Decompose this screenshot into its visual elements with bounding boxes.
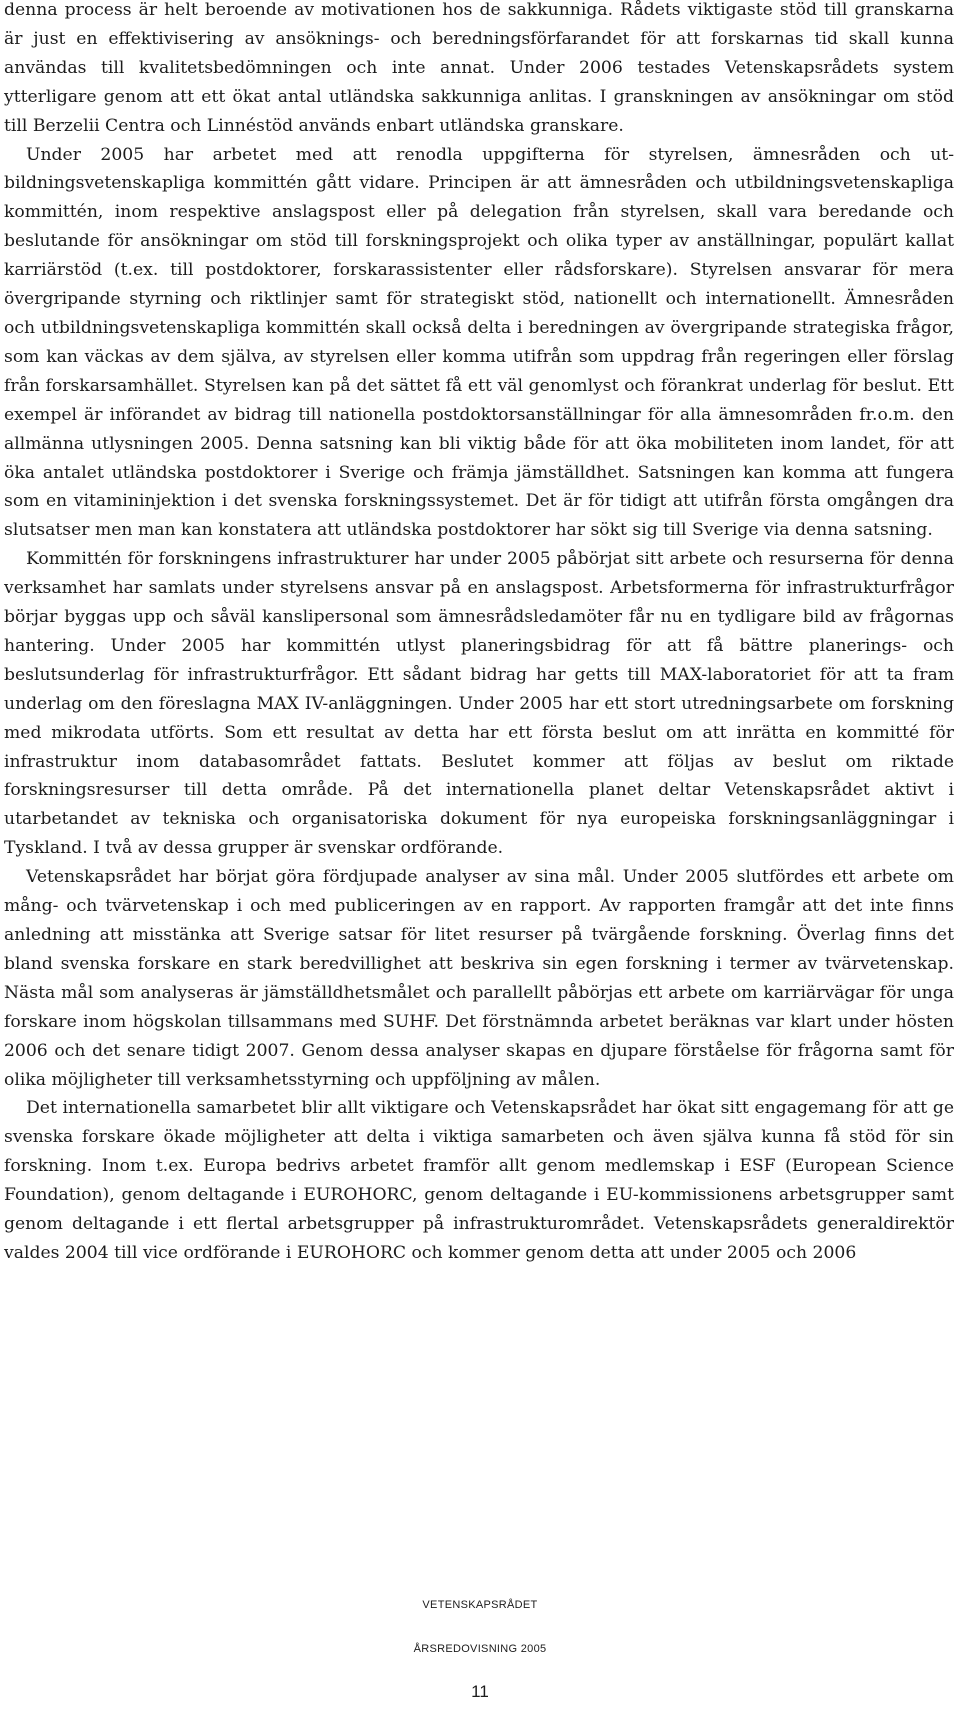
page-number: 11 — [471, 1682, 489, 1701]
paragraph: Vetenskapsrådet har börjat göra fördjupade analyser av sina mål. Under 2005 slutfördes ett arbete om mång- och tvärvetenskap i och med publiceringen av en rapport. Av rapporten framgår att det inte finns anledning att misstänka att Sverige satsar för litet resurser på tvärgående forskning. Överlag finns det bland svenska forskare en stark beredvillighet att beskriva sin egen forskning i termer av tvärvetenskap. Nästa mål som analyseras är jämställdhetsmålet och parallellt påbörjas ett arbete om karriärvägar för unga forskare inom högskolan tillsammans med SUHF. Det förstnämnda arbetet beräknas var klart under hösten 2006 och det senare tidigt 2007. Genom dessa analyser skapas en djupare förståelse för frågorna samt för olika möjligheter till verksamhetsstyrning och uppföljning av målen. — [4, 867, 954, 1090]
body-text — [4, 0, 954, 1268]
paragraph: denna process är helt beroende av motivationen hos de sakkunniga. Rådets viktigaste stöd till granskarna är just en effektivisering av ansöknings- och beredningsförfarandet för att forskarnas tid skall kunna användas till kvalitetsbedömningen och inte annat. Under 2006 testades Vetenskapsrådets system ytterligare genom att ett ökat antal utländska sakkunniga anlitas. I granskningen av ansökningar om stöd till Berzelii Centra och Linnéstöd används enbart utländska granskare. — [4, 0, 954, 136]
footer-report-title: ÅRSREDOVISNING 2005 — [413, 1643, 547, 1655]
footer-organization: VETENSKAPSRÅDET — [422, 1599, 538, 1611]
paragraph: Kommittén för forskningens infrastrukturer har under 2005 påbörjat sitt arbete och resurserna för denna verksamhet har samlats under styrelsens ansvar på en anslagspost. Arbetsformerna för infrastrukturfrågor börjar byggas upp och såväl kanslipersonal som ämnesrådsledamöter får nu en tydligare bild av frågornas hantering. Under 2005 har kommittén utlyst planeringsbidrag för att få bättre planerings- och beslutsunderlag för infrastrukturfrågor. Ett sådant bidrag har getts till MAX-laboratoriet för att ta fram underlag om den föreslagna MAX IV-anläggningen. Under 2005 har ett stort utredningsarbete om forskning med mikrodata utförts. Som ett resultat av detta har ett första beslut om att inrätta en kommitté för infrastruktur inom databasområdet fattats. Beslutet kommer att följas av beslut om riktade forskningsresurser till detta område. På det internationella planet deltar Vetenskapsrådet aktivt i utarbetandet av tekniska och organisatoriska dokument för nya europeiska forskningsanläggningar i Tyskland. I två av dessa grupper är svenskar ordförande. — [4, 549, 954, 859]
page-footer — [0, 1598, 960, 1702]
paragraph: Det internationella samarbetet blir allt viktigare och Vetenskapsrådet har ökat sitt engagemang för att ge svenska forskare ökade möjligheter att delta i viktiga samarbeten och även själva kunna få stöd för sin forskning. Inom t.ex. Europa bedrivs arbetet framför allt genom medlemskap i ESF (European Science Foundation), genom deltagande i EUROHORC, genom deltagande i EU-kommissionens arbetsgrupper samt genom deltagande i ett flertal arbetsgrupper på infrastrukturområdet. Vetenskapsrådets generaldirektör valdes 2004 till vice ordförande i EUROHORC och kommer genom detta att under 2005 och 2006 — [4, 1098, 954, 1263]
paragraph: Under 2005 har arbetet med att renodla uppgifterna för styrelsen, ämnesråden och utbildningsvetenskapliga kommittén gått vidare. Principen är att ämnesråden och utbildningsvetenskapliga kommittén, inom respektive anslagspost eller på delegation från styrelsen, skall vara beredande och beslutande för ansökningar om stöd till forskningsprojekt och olika typer av anställningar, populärt kallat karriärstöd (t.ex. till postdoktorer, forskarassistenter eller rådsforskare). Styrelsen ansvarar för mera övergripande styrning och riktlinjer samt för strategiskt stöd, nationellt och internationellt. Ämnesråden och utbildningsvetenskapliga kommittén skall också delta i beredningen av övergripande strategiska frågor, som kan väckas av dem själva, av styrelsen eller komma utifrån som uppdrag från regeringen eller förslag från forskarsamhället. Styrelsen kan på det sättet få ett väl genomlyst och förankrat underlag för beslut. Ett exempel är införandet av bidrag till nationella postdoktorsanställningar för alla ämnesområden fr.o.m. den allmänna utlysningen 2005. Denna satsning kan bli viktig både för att öka mobiliteten inom landet, för att öka antalet utländska postdoktorer i Sverige och främja jämställdhet. Satsningen kan komma att fungera som en vitamininjektion i det svenska forskningssystemet. Det är för tidigt att utifrån första omgången dra slutsatser men man kan konstatera att utländska postdoktorer har sökt sig till Sverige via denna satsning. — [4, 144, 954, 541]
